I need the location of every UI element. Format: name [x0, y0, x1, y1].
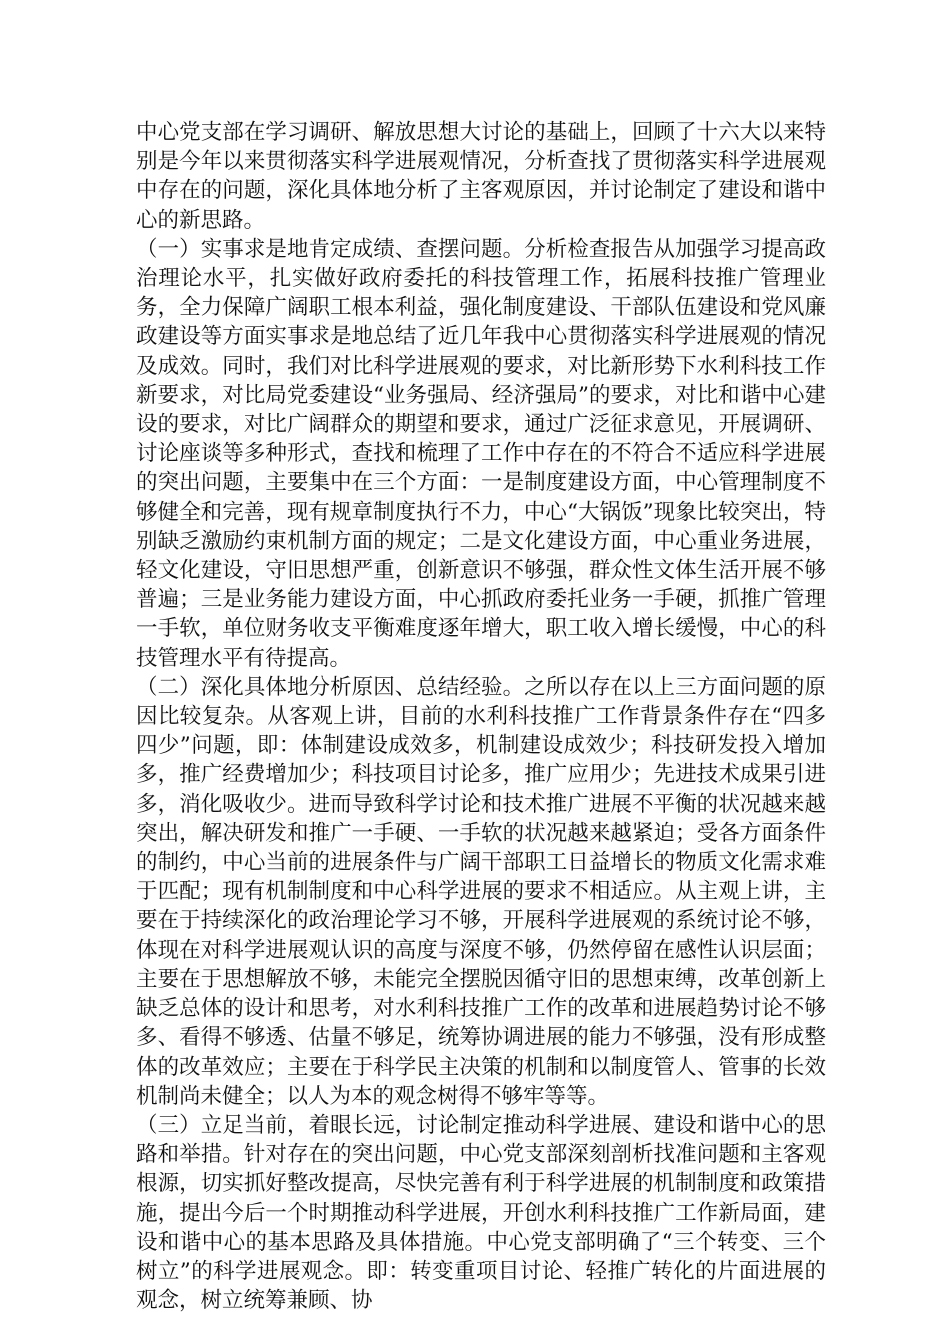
paragraph-section-2: （二）深化具体地分析原因、总结经验。之所以存在以上三方面问题的原因比较复杂。从客观上讲，目前的水利科技推广工作背景条件存在“四多四少”问题，即：体制建设成效多，机制建设成效少；科技研发投入增加多，推广经费增加少；科技项目讨论多，推广应用少；先进技术成果引进多，消化吸收少。进而导致科学讨论和技术推广进展不平衡的状况越来越突出，解决研发和推广一手硬、一手软的状况越来越紧迫；受各方面条件的制约，中心当前的进展条件与广阔干部职工日益增长的物质文化需求难于匹配；现有机制制度和中心科学进展的要求不相适应。从主观上讲，主要在于持续深化的政治理论学习不够，开展科学进展观的系统讨论不够，体现在对科学进展观认识的高度与深度不够，仍然停留在感性认识层面；主要在于思想解放不够，未能完全摆脱因循守旧的思想束缚，改革创新上缺乏总体的设计和思考，对水利科技推广工作的改革和进展趋势讨论不够多、看得不够透、估量不够足，统筹协调进展的能力不够强，没有形成整体的改革效应；主要在于科学民主决策的机制和以制度管人、管事的长效机制尚未健全；以人为本的观念树得不够牢等等。 — [136, 674, 826, 1109]
paragraph-section-3: （三）立足当前，着眼长远，讨论制定推动科学进展、建设和谐中心的思路和举措。针对存在的突出问题，中心党支部深刻剖析找准问题和主客观根源，切实抓好整改提高，尽快完善有利于科学进展的机制制度和政策措施，提出今后一个时期推动科学进展，开创水利科技推广工作新局面，建设和谐中心的基本思路及具体措施。中心党支部明确了“三个转变、三个树立”的科学进展观念。即：转变重项目讨论、轻推广转化的片面进展的观念，树立统筹兼顾、协 — [136, 1112, 826, 1314]
paragraph-section-1: （一）实事求是地肯定成绩、查摆问题。分析检查报告从加强学习提高政治理论水平，扎实做好政府委托的科技管理工作，拓展科技推广管理业务，全力保障广阔职工根本利益，强化制度建设、干部队伍建设和党风廉政建设等方面实事求是地总结了近几年我中心贯彻落实科学进展观的情况及成效。同时，我们对比科学进展观的要求，对比新形势下水利科技工作新要求，对比局党委建设“业务强局、经济强局”的要求，对比和谐中心建设的要求，对比广阔群众的期望和要求，通过广泛征求意见，开展调研、讨论座谈等多种形式，查找和梳理了工作中存在的不符合不适应科学进展的突出问题，主要集中在三个方面：一是制度建设方面，中心管理制度不够健全和完善，现有规章制度执行不力，中心“大锅饭”现象比较突出，特别缺乏激励约束机制方面的规定；二是文化建设方面，中心重业务进展，轻文化建设，守旧思想严重，创新意识不够强，群众性文体生活开展不够普遍；三是业务能力建设方面，中心抓政府委托业务一手硬，抓推广管理一手软，单位财务收支平衡难度逐年增大，职工收入增长缓慢，中心的科技管理水平有待提高。 — [136, 236, 826, 671]
paragraph-intro: 中心党支部在学习调研、解放思想大讨论的基础上，回顾了十六大以来特别是今年以来贯彻落实科学进展观情况，分析查找了贯彻落实科学进展观中存在的问题，深化具体地分析了主客观原因，并讨论制定了建设和谐中心的新思路。 — [136, 120, 826, 233]
document-body — [136, 118, 826, 1315]
